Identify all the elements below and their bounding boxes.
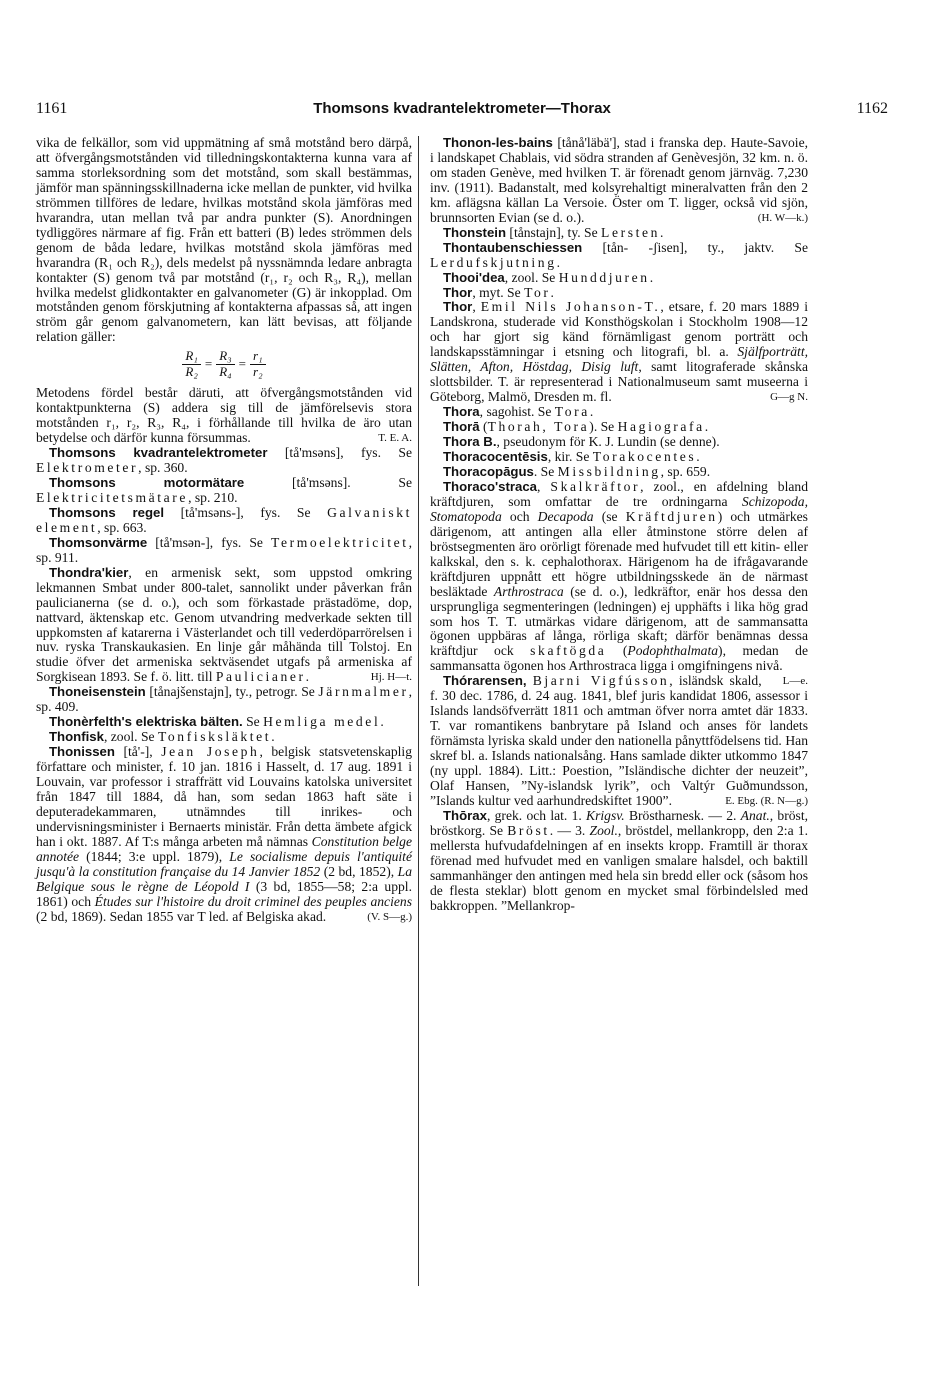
entry-thonon-les-bains: Thonon-les-bains [tånå'läbä'], stad i franska dep. Haute-Savoie, i landskapet Chablais, vid södra stranden af Genèvesjön, 32 km. n. ö. om staden Genève, med hvilken T. är förenadt genom järnväg. 7,230 inv. (1911). Badanstalt, med kolsyrehaltigt mineralvatten från den 2 km. aflägsna källan La Versoie. Öster om T. ligger, också vid sjön, brunnsorten Evian (se d. o.). (H. W—k.) (430, 135, 808, 225)
entry-thora-saga: Thora, sagohist. Se Tora. (443, 404, 594, 420)
column-divider (418, 136, 419, 1286)
entry-thonstein: Thonstein [tånstajn], ty. Se Lersten. (443, 224, 664, 240)
entry-thora-b: Thora B., pseudonym för K. J. Lundin (se denne). (443, 434, 720, 450)
resistance-formula: $\frac{\text{R₁}}{\text{R₂}}$ = $\frac{\text{R₃}}{\text{R₄}}$ = $\frac{\text{r₁}}{\text{r₂}}$ (36, 349, 412, 380)
entry-thorax: Thōrax, grek. och lat. 1. Krigsv. Bröstharnesk. — 2. Anat., bröst, bröstkorg. Se Bröst. — 3. Zool., bröstdel, mellankropp, den 2:a 1. mellersta hufvudafdelningen af en insekts kropp. Framtill är thorax förenad med hufvudet med en vanligen smalare halsdel, och baktill sammanhänger den antingen med hela sin bredd eller ock (såsom hos de flesta steklar) blott genom en mycket smal förbindelsled med bakkroppen. ”Mellankrop- (430, 807, 809, 913)
entry-thorarensen: Thórarensen, Bjarni Vigfússon, isländsk skald, f. 30 dec. 1786, d. 24 aug. 1841, blef juris kandidat 1806, assessor i Islands landsöfverrätt 1811 och amtman öfver norra amtet där 1833. T. var romantikens banbrytare på Island och anses för landets förnämsta lyriska skald under den nationella pånyttfödelsens tid. Han skref bl. a. Islands nationalsång. Hans samlade dikter utkommo 1847 (ny uppl. 1884). Litt.: Poestion, ”Isländische dichter der neuzeit”, Olaf Hansen, ”Ny-islandsk lyrik”, och Valtýr Guðmundsson, ”Islands kultur ved aarhundredskiftet 1900”. E. Ebg. (R. N—g.) (430, 673, 808, 808)
page-header (36, 100, 888, 124)
entry-thonerfelth: Thonèrfelth's elektriska bälten. Se Hemliga medel. (49, 714, 384, 730)
page-number-right: 1162 (856, 100, 888, 117)
left-column (36, 136, 412, 925)
entry-thomsonvarme: Thomsonvärme [tå'msən-], fys. Se Termoelektricitet, sp. 911. (36, 534, 412, 565)
entry-thomsons-kvadrantelektrometer: Thomsons kvadrantelektrometer [tå'msəns], fys. Se Elektrometer, sp. 360. (36, 445, 412, 476)
intro-paragraph: vika de felkällor, som vid uppmätning af små motstånd bero därpå, att öfvergångsmotstånden vid tilledningskontakterna kunna vara af samma storleksordning som det motstånd, som skall bestämmas, jämför man spänningsskillnaderna icke mellan de punkter, vid hvilka strömmen tillföres de ledare, hvilkas motstånd skola jämföras med hvarandra, utan mellan två par andra punkter (S). Anordningen tydliggöres närmare af fig. Från ett batteri (B) ledes strömmen dels genom de båda ledare, hvilkas motstånd skola jämföras med hvarandra (R₁ och R₂), dels medelst på nyssnämnda ledare anbragta kontakter (S) genom två par motstånd (r₁, r₂ och R₃, R₄), mellan hvilka medelst glidkontakter en galvanometer (G) är inkopplad. Om motstånden genom förskjutning af kontakterna afpassas så, att ingen ström går genom galvanometern, kan lätt bevisas, att följande relation gäller: (36, 135, 412, 345)
entry-thoneisenstein: Thoneisenstein [tånajšenstajn], ty., petrogr. Se Järnmalmer, sp. 409. (36, 684, 412, 715)
entry-thomsons-motormatare: Thomsons motormätare [tå'msəns]. Se Elektricitetsmätare, sp. 210. (36, 474, 412, 505)
entry-thooidea: Thooi'dea, zool. Se Hunddjuren. (443, 269, 654, 285)
entry-thoracopagus: Thoracopāgus. Se Missbildning, sp. 659. (443, 463, 711, 479)
entry-thoracocentesis: Thoracocentēsis, kir. Se Torakocentes. (443, 449, 700, 465)
entry-thor-emil: Thor, Emil Nils Johanson-T., etsare, f. 20 mars 1889 i Landskrona, studerade vid Konsthögskolan i Stockholm 1908—12 och har gjort sig känd förnämligast genom porträtt och landskapsstämningar i etsning och litografi, bl. a. Själfporträtt, Slätten, Afton, Höstdag, Disig luft, samt litograferade skånska slottsbilder. T. är representerad i Nationalmuseum samt museerna i Göteborg, Malmö, Dresden m. fl. G—g N. (430, 299, 809, 405)
entry-thonissen: Thonissen [tå'-], Jean Joseph, belgisk statsvetenskaplig författare och minister, f. 10 jan. 1816 i Hasselt, d. 17 aug. 1891 i Louvain, var professor i straffrätt vid Louvains katolska universitet från 1847 till 1884, då han, som sedan 1863 haft säte i deputeradekammaren, utnämndes till inrikes- och undervisningsminister i Bernaerts ministär. Från detta ämbete afgick han i okt. 1887. Af T:s många arbeten må nämnas Constitution belge annotée (1844; 3:e uppl. 1879), Le socialisme depuis l'antiquité jusqu'à la constitution française du 14 Janvier 1852 (2 bd, 1852), La Belgique sous le règne de Léopold I (3 bd, 1855—58; 2:a uppl. 1861) och Études sur l'histoire du droit criminel des peuples anciens (2 bd, 1869). Sedan 1855 var T led. af Belgiska akad. (V. S—g.) (36, 744, 412, 924)
entry-thontaubenschiessen: Thontaubenschiessen [tån- -ʃisen], ty., jaktv. Se Lerdufskjutning. (430, 239, 808, 270)
entry-thonfisk: Thonfisk, zool. Se Tonfisksläktet. (49, 729, 275, 745)
entry-thoracostraca: Thoraco'straca, Skalkräftor, zool., en afdelning bland kräftdjuren, som omfattar de tre ordningarna Schizopoda, Stomatopoda och Decapoda (se Kräftdjuren) och utmärkes därigenom, att antingen alla eller åtminstone större delen af bröstsegmenten äro orörligt förenade med hufvudet till ett kitin- eller kalkskal, den s. k. cephalothorax. Härigenom ha de ifrågavarande kräftdjuren uppnått ett högre utbildningsskede än de närmast besläktade Arthrostraca (se d. o.), ledkräftor, enär hos dessa den ursprungliga segmenteringen (ledningen) ej upphäfts i lika hög grad som hos T. T. utmärkas vidare därigenom, att de sammansatta ögonen uppbäras af långa, rörliga skaft; därför benämnas dessa kräftdjur ock skaftögda (Podophthalmata), medan de sammansatta ögonen hos Arthrostraca ligga i omgifningens nivå. L—e. (430, 478, 808, 688)
entry-thondrakier: Thondra'kier, en armenisk sekt, som uppstod omkring lekmannen Smbat under 800-talet, sannolikt under påverkan från paulicianerna (se d. o.), och som förkastade prästadöme, dop, nattvard, äktenskap etc. Genom utvandring medverkade sekten till uppkomsten af katarerna i Västerlandet och till vederdöparrörelsen i nuv. ryska Transkaukasien. En linje går måhända till Tolstoj. En studie öfver det armeniska sektväsendet utgafs på armeniska af Sorgkisean 1893. Se f. ö. litt. till Paulicianer. Hj. H—t. (36, 564, 412, 685)
running-title: Thomsons kvadrantelektrometer—Thorax (313, 100, 611, 117)
entry-thor-myt: Thor, myt. Se Tor. (443, 284, 554, 300)
right-column (430, 136, 808, 914)
page-number-left: 1161 (36, 100, 68, 117)
entry-thora-hagiografa: Thorā (Thorah, Tora). Se Hagiografa. (443, 419, 709, 435)
intro-paragraph-2: Metodens fördel består däruti, att öfvergångsmotstånden vid kontaktpunkterna (S) addera sig till de jämförelsevis stora motstånden r₁, r₂, R₃, R₄, i förhållande till hvilka de äro utan betydelse och därför kunna försummas. T. E. A. (36, 385, 412, 446)
entry-thomsons-regel: Thomsons regel [tå'msəns-], fys. Se Galvaniskt element, sp. 663. (36, 504, 412, 535)
